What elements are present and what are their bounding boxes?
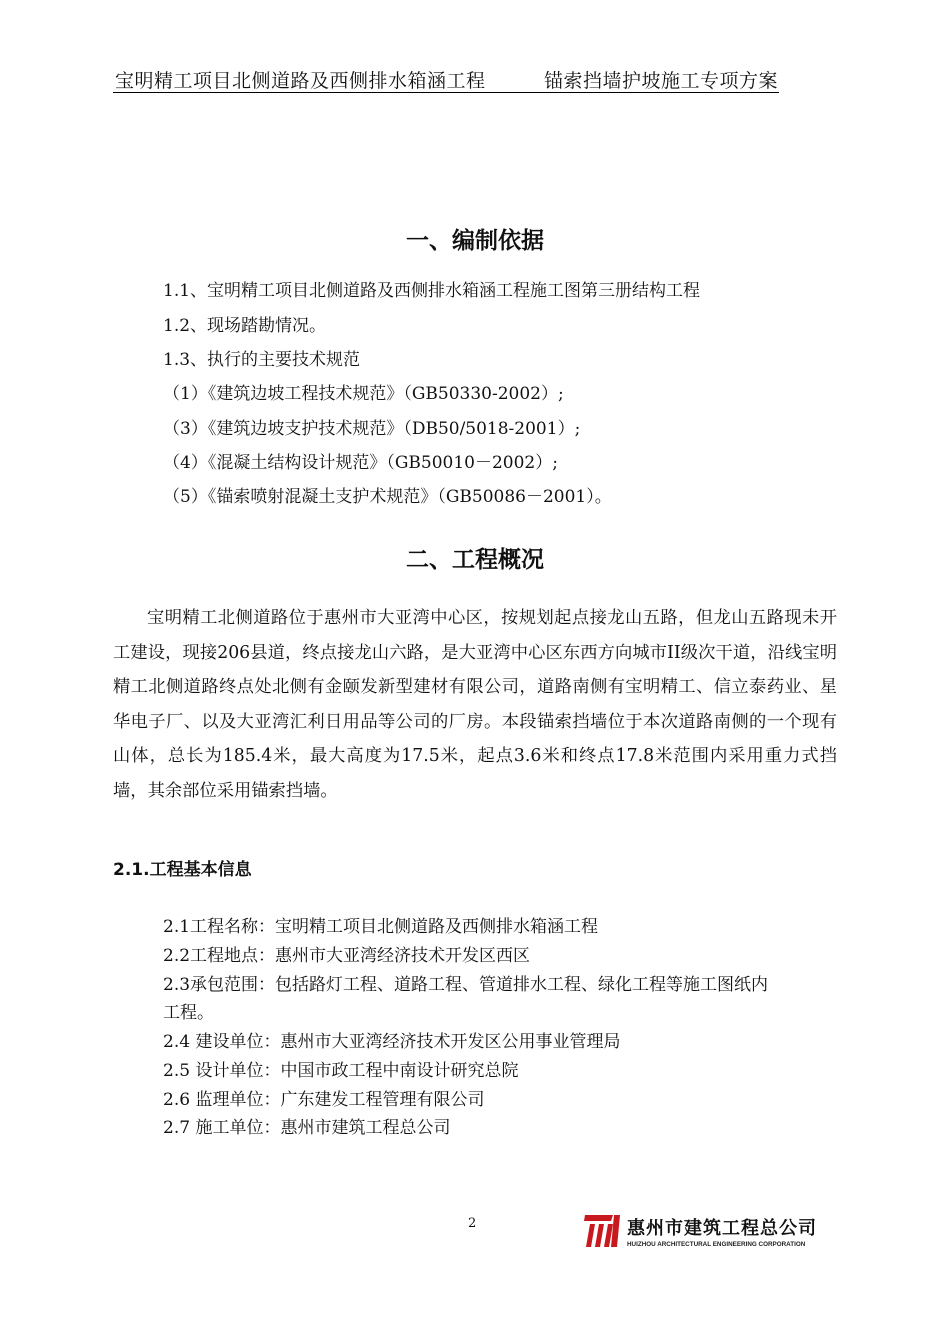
basis-item: 1.2、现场踏勘情况。: [163, 316, 327, 336]
page-number: 2: [468, 1216, 477, 1231]
info-item: 2.3承包范围：包括路灯工程、道路工程、管道排水工程、绿化工程等施工图纸内: [163, 975, 769, 995]
header-document-title: 锚索挡墙护坡施工专项方案: [543, 70, 778, 92]
header-rule: [113, 92, 779, 93]
company-name-cn: 惠州市建筑工程总公司: [627, 1218, 817, 1239]
standard-item: （1）《建筑边坡工程技术规范》（GB50330-2002）;: [163, 384, 564, 404]
company-name-en: HUIZHOU ARCHITECTURAL ENGINEERING CORPORATION: [627, 1241, 806, 1248]
info-item: 2.7 施工单位：惠州市建筑工程总公司: [163, 1118, 451, 1138]
info-item: 2.6 监理单位：广东建发工程管理有限公司: [163, 1090, 485, 1110]
basis-item: 1.3、执行的主要技术规范: [163, 350, 361, 370]
info-item: 工程。: [163, 1003, 214, 1023]
overview-paragraph: 宝明精工北侧道路位于惠州市大亚湾中心区，按规划起点接龙山五路，但龙山五路现未开工建设，现接206县道，终点接龙山六路，是大亚湾中心区东西方向城市II级次干道，沿线宝明精工北侧道路终点处北侧有金颐发新型建材有限公司，道路南侧有宝明精工、信立泰药业、星华电子厂、以及大亚湾汇利日用品等公司的厂房。本段锚索挡墙位于本次道路南侧的一个现有山体，总长为185.4米，最大高度为17.5米，起点3.6米和终点17.8米范围内采用重力式挡墙，其余部位采用锚索挡墙。: [113, 608, 837, 801]
info-item: 2.1工程名称：宝明精工项目北侧道路及西侧排水箱涵工程: [163, 917, 599, 937]
standard-item: （4）《混凝土结构设计规范》（GB50010－2002）;: [163, 453, 558, 473]
info-item: 2.4 建设单位：惠州市大亚湾经济技术开发区公用事业管理局: [163, 1032, 621, 1052]
section1-title: 一、编制依据: [406, 228, 544, 254]
standard-item: （5）《锚索喷射混凝土支护术规范》（GB50086－2001）。: [163, 487, 612, 507]
section2-title: 二、工程概况: [406, 547, 544, 573]
info-item: 2.2工程地点：惠州市大亚湾经济技术开发区西区: [163, 946, 531, 966]
company-logo: [583, 1213, 817, 1249]
info-item: 2.5 设计单位：中国市政工程中南设计研究总院: [163, 1061, 519, 1081]
standard-item: （3）《建筑边坡支护技术规范》（DB50/5018-2001）;: [163, 419, 581, 439]
basis-item: 1.1、宝明精工项目北侧道路及西侧排水箱涵工程施工图第三册结构工程: [163, 281, 701, 301]
company-logo-icon: [583, 1213, 621, 1249]
running-header: [115, 66, 778, 93]
section2-subheading: 2.1.工程基本信息: [113, 860, 252, 880]
header-project-title: 宝明精工项目北侧道路及西侧排水箱涵工程: [115, 70, 486, 92]
